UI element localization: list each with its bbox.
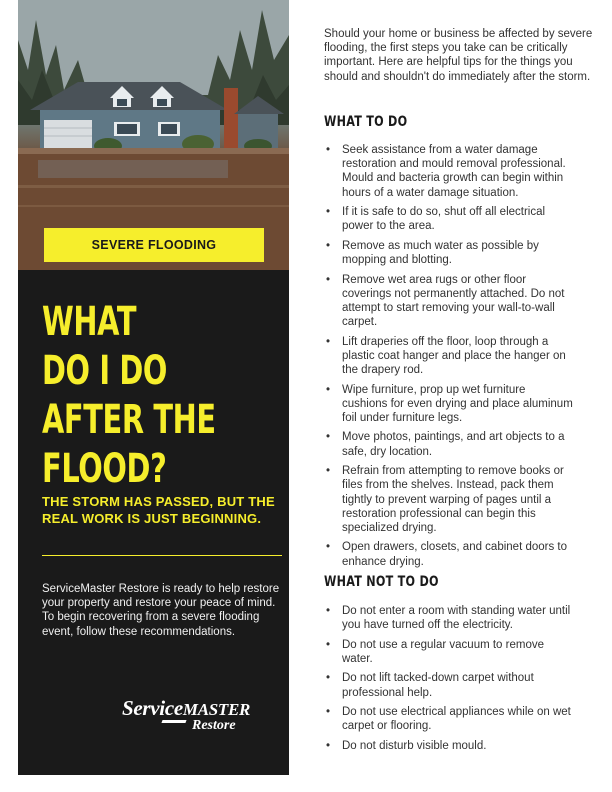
list-item: • Do not use a regular vacuum to remove water. <box>324 638 574 666</box>
servicemaster-restore-logo <box>122 696 282 746</box>
headline-line: FLOOD? <box>42 446 167 492</box>
headline-line: DO I DO <box>42 348 168 394</box>
logo-wordmark-part: Service <box>122 696 183 720</box>
list-item: • Do not enter a room with standing water until you have turned off the electricity. <box>324 604 574 632</box>
list-item: • Lift draperies off the floor, loop through a plastic coat hanger and place the hanger on the drapery rod. <box>324 335 574 378</box>
section-title-what-to-do: WHAT TO DO <box>324 114 408 130</box>
list-item: • Remove wet area rugs or other floor coverings not permanently attached. Do not attempt to start removing your wall-to-wall carpet. <box>324 273 574 330</box>
logo-bar <box>161 720 186 723</box>
intro-paragraph: ServiceMaster Restore is ready to help restore your property and restore your peace of mind. To begin recovering from a severe flooding event, follow these recommendations. <box>42 583 280 638</box>
list-item: • Move photos, paintings, and art objects to a safe, dry location. <box>324 430 574 458</box>
headline-line: AFTER THE <box>42 397 216 443</box>
list-item: • Refrain from attempting to remove books or files from the shelves. Instead, pack them tightly to prevent warping of pages until a restoration professional can begin this specialized drying. <box>324 464 574 535</box>
divider <box>42 555 282 556</box>
what-to-do-list <box>324 143 574 574</box>
headline-line: WHAT <box>42 299 137 345</box>
subheadline: THE STORM HAS PASSED, BUT THE REAL WORK IS JUST BEGINNING. <box>42 494 275 526</box>
list-item: • Do not lift tacked-down carpet without professional help. <box>324 671 574 699</box>
section-title-what-not-to-do: WHAT NOT TO DO <box>324 574 439 590</box>
what-not-to-do-list <box>324 604 574 758</box>
left-panel <box>18 0 289 775</box>
logo-subtext: Restore <box>192 718 236 733</box>
list-item: • Seek assistance from a water damage restoration and mould removal professional. Mould and bacteria growth can begin within hours of a water damage situation. <box>324 143 574 200</box>
logo-wordmark-part: MASTER <box>182 700 251 719</box>
list-item: • Remove as much water as possible by mopping and blotting. <box>324 239 574 267</box>
category-tag: SEVERE FLOODING <box>44 228 264 262</box>
list-item: • Open drawers, closets, and cabinet doors to enhance drying. <box>324 540 574 568</box>
list-item: • Do not use electrical appliances while on wet carpet or flooring. <box>324 705 574 733</box>
lead-paragraph: Should your home or business be affected by severe flooding, the first steps you take can be critically important. Here are helpful tips for the things you should and shouldn't do immediately after the storm. <box>324 28 593 83</box>
list-item: • If it is safe to do so, shut off all electrical power to the area. <box>324 205 574 233</box>
list-item: • Do not disturb visible mould. <box>324 739 574 753</box>
main-headline <box>42 298 215 494</box>
list-item: • Wipe furniture, prop up wet furniture cushions for even drying and place aluminum foil under furniture legs. <box>324 383 574 426</box>
